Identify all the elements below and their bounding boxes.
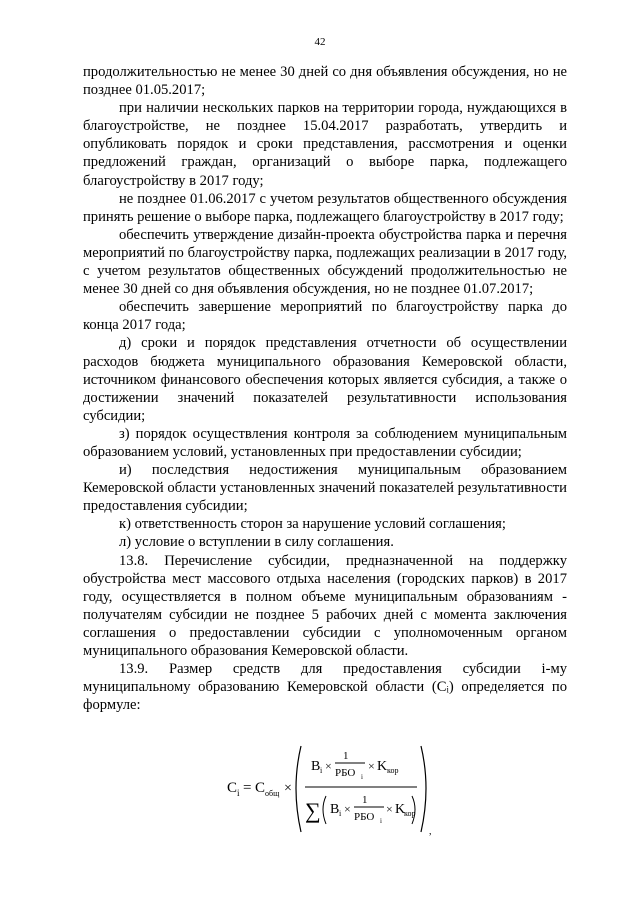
paragraph: обеспечить утверждение дизайн-проекта обустройства парка и перечня мероприятий по благоустройству парка, подлежащих реализации в 2017 году, с учетом результатов общественных обсуждений продолжительностью не менее 30 дней со дня объявления обсуждения, но не позднее 01.07.2017; — [83, 226, 567, 298]
formula-num-times1: × — [325, 759, 332, 773]
big-right-paren — [421, 746, 426, 832]
big-left-paren — [296, 746, 301, 832]
formula-den-rbo-sub: i — [380, 817, 382, 825]
formula-num-one: 1 — [343, 750, 349, 762]
paragraph: д) сроки и порядок представления отчетности об осуществлении расходов бюджета муниципального образования Кемеровской области, источником финансового обеспечения которых является субсидия, а также о достижении значений показателей результативности использования субсидии; — [83, 335, 567, 424]
paragraph: 13.9. Размер средств для предоставления субсидии i-му муниципальному образованию Кемеровской области (Cᵢ) определяется по формуле: — [83, 661, 567, 714]
formula-times: × — [284, 781, 292, 796]
formula-den-left-paren — [323, 796, 326, 824]
subsidy-formula — [225, 742, 437, 838]
formula-den-k-sub: кор — [404, 809, 416, 818]
formula-equals: = — [243, 780, 252, 796]
paragraph: обеспечить завершение мероприятий по благоустройству парка до конца 2017 года; — [83, 299, 567, 334]
formula-den-b-sub: i — [339, 809, 342, 818]
paragraph: и) последствия недостижения муниципальным образованием Кемеровской области установленных значений показателей результативности предоставления субсидии; — [83, 462, 567, 515]
formula-sigma: ∑ — [305, 798, 321, 823]
formula-c-total: C — [255, 780, 266, 796]
formula-num-k: K — [377, 759, 388, 774]
formula-num-rbo: РБО — [335, 767, 356, 779]
paragraph: л) условие о вступлении в силу соглашения. — [119, 534, 394, 551]
formula-num-rbo-sub: i — [361, 773, 363, 781]
formula-den-rbo: РБО — [354, 811, 375, 823]
formula-num-b-sub: i — [320, 766, 323, 775]
formula-num-times2: × — [368, 759, 375, 773]
formula-den-one: 1 — [362, 794, 368, 806]
formula-num-b: B — [311, 759, 321, 774]
formula-den-times2: × — [386, 802, 393, 816]
paragraph: з) порядок осуществления контроля за соблюдением муниципальным образованием условий, установленных при предоставлении субсидии; — [83, 425, 567, 460]
paragraph: продолжительностью не менее 30 дней со дня объявления обсуждения, но не позднее 01.05.2017; — [83, 64, 567, 99]
formula-trailing-comma: , — [429, 826, 432, 837]
formula-lhs: C — [227, 780, 238, 796]
formula-c-total-sub: общ — [265, 789, 280, 798]
formula-den-k: K — [395, 802, 406, 817]
paragraph: к) ответственность сторон за нарушение условий соглашения; — [119, 516, 506, 533]
formula-den-b: B — [330, 802, 340, 817]
formula-den-times1: × — [344, 802, 351, 816]
formula-num-k-sub: кор — [387, 766, 399, 775]
paragraph: не позднее 01.06.2017 с учетом результатов общественного обсуждения принять решение о выборе парка, подлежащего благоустройству в 2017 году; — [83, 190, 567, 225]
paragraph: при наличии нескольких парков на территории города, нуждающихся в благоустройстве, не позднее 15.04.2017 разработать, утвердить и опубликовать порядок и сроки представления, рассмотрения и оценки предложений граждан, организаций о выборе парка, подлежащего благоустройству в 2017 году; — [83, 100, 567, 189]
formula-lhs-sub: i — [237, 788, 240, 798]
document-body — [83, 63, 567, 714]
page-number: 42 — [314, 36, 326, 48]
paragraph: 13.8. Перечисление субсидии, предназначенной на поддержку обустройства мест массового отдыха населения (городских парков) в 2017 году, осуществляется в полном объеме муниципальным образованиям - получателям субсидии не позднее 5 рабочих дней с момента заключения соглашения о предоставлении субсидии с уполномоченным органом муниципального образования Кемеровской области. — [83, 552, 567, 659]
